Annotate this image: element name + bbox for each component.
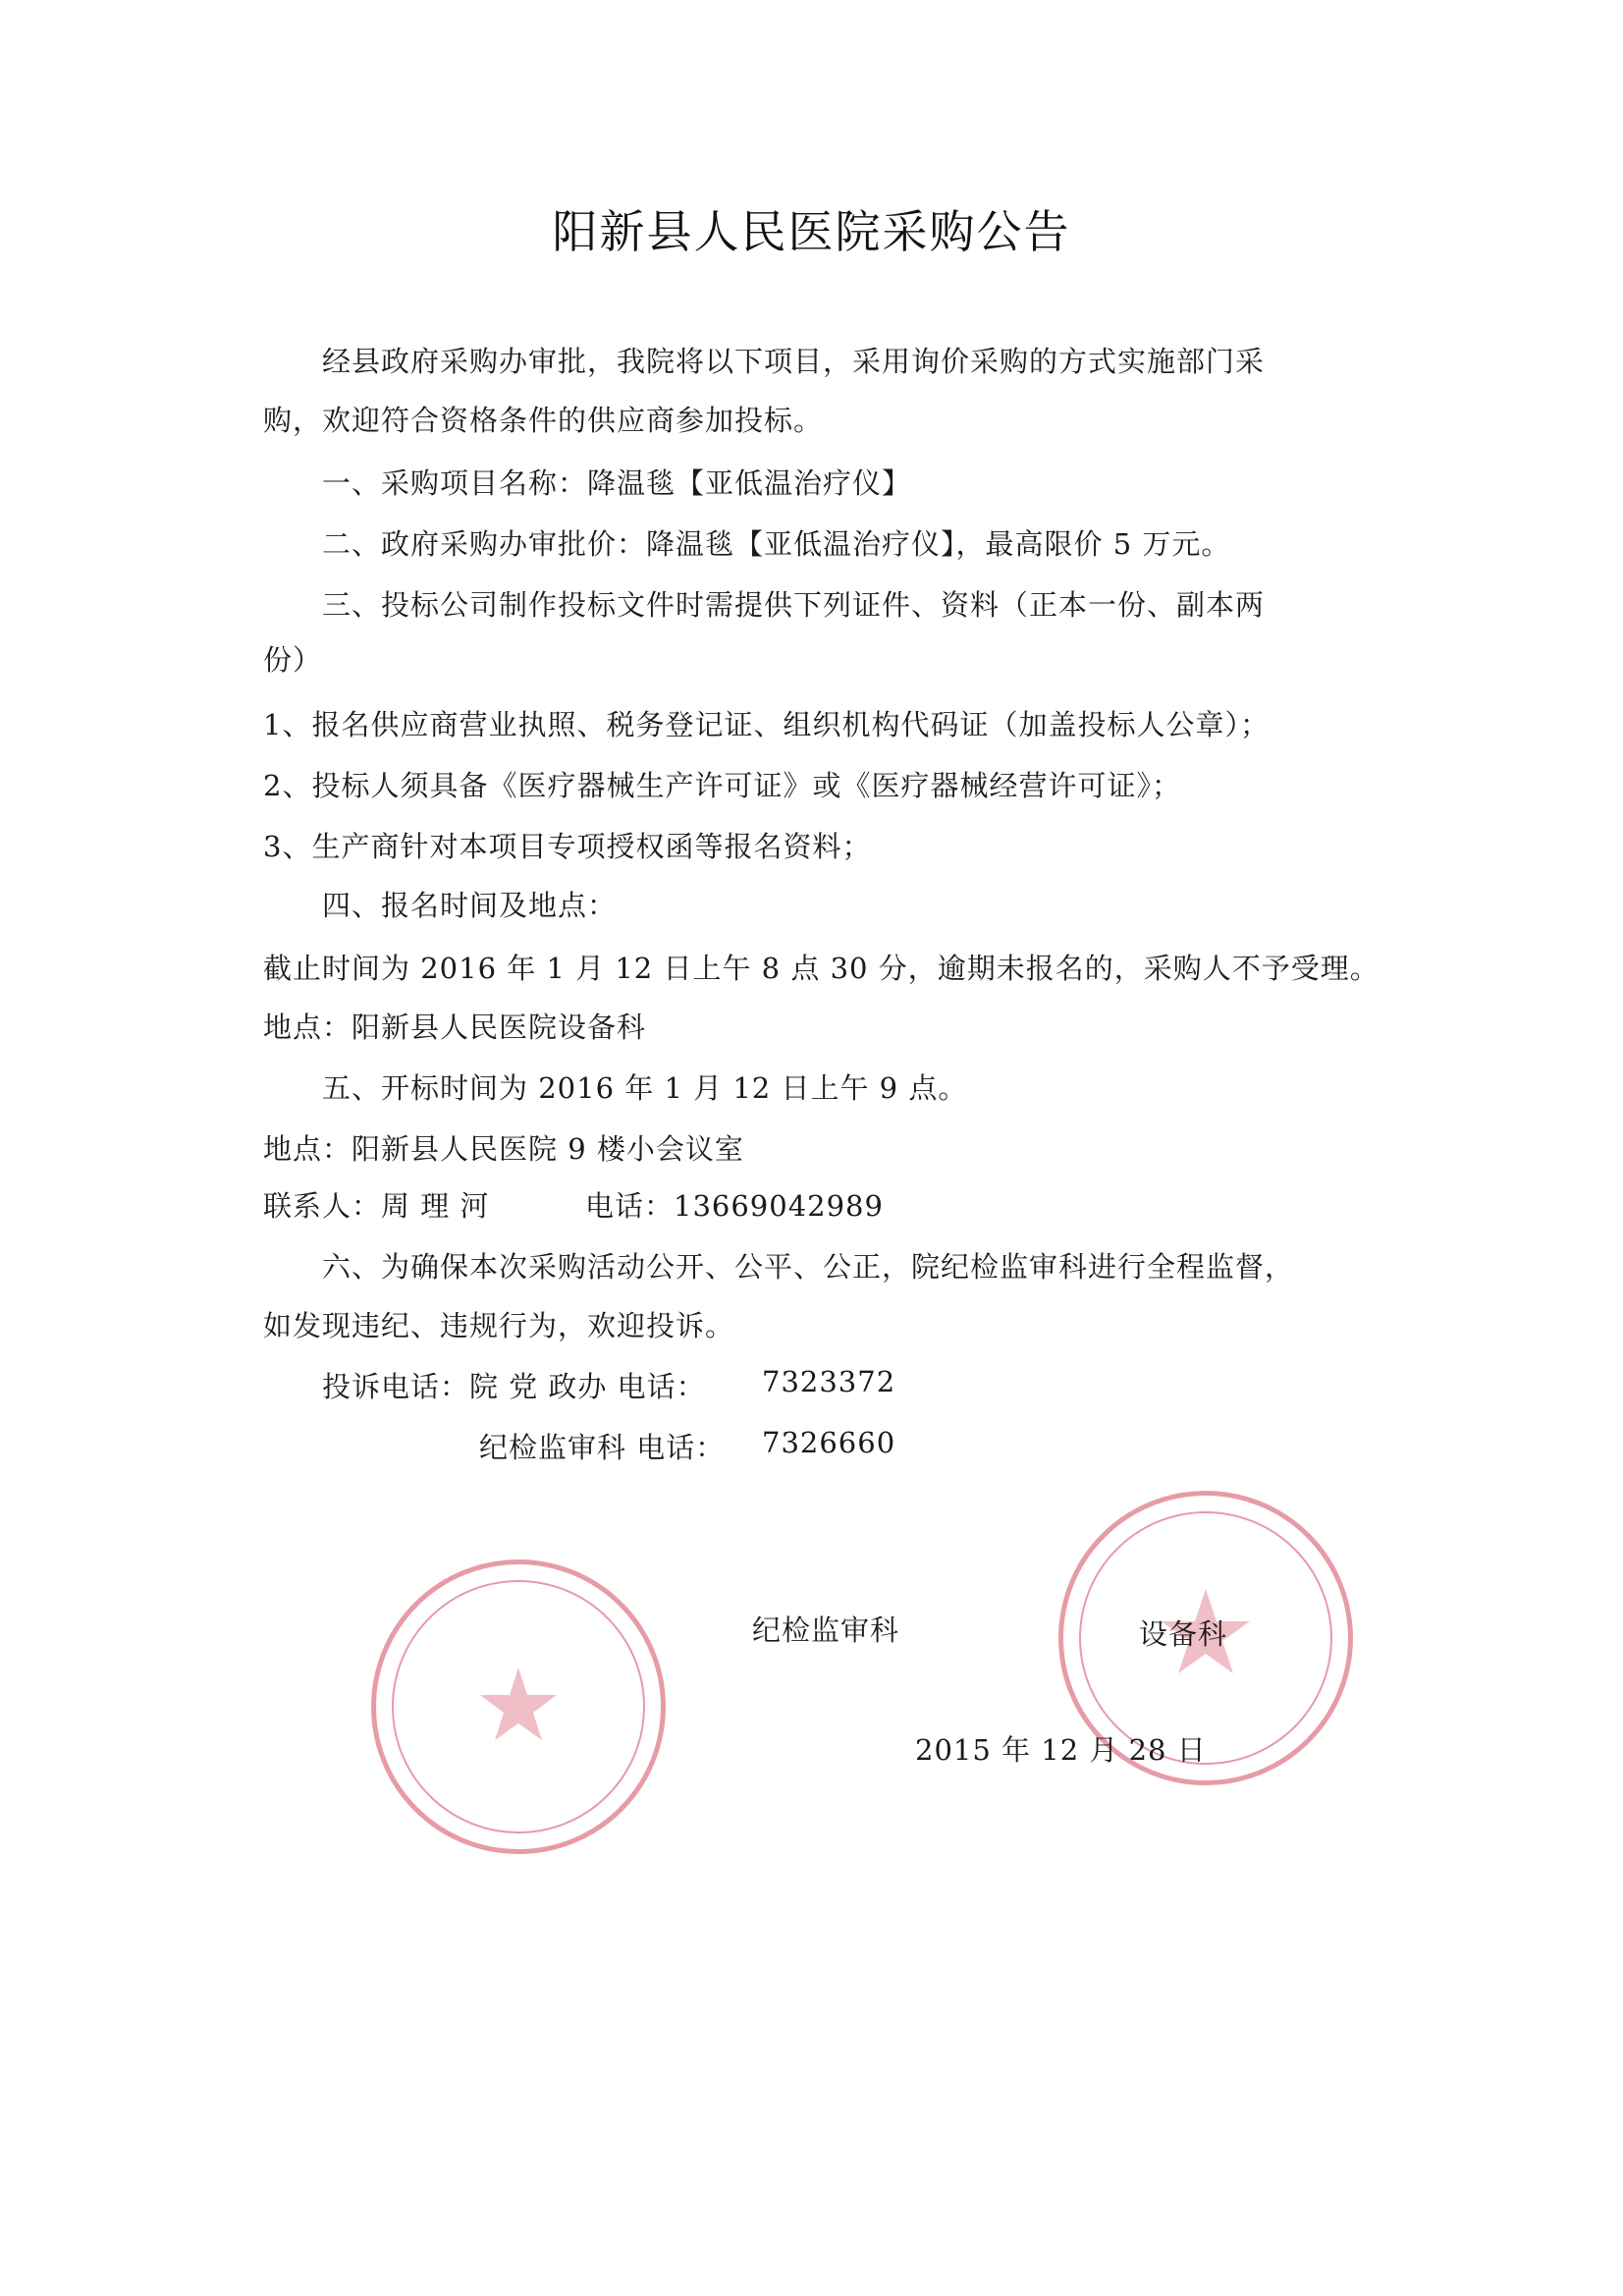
complaint-phone-1-label: 投诉电话：院 党 政办 电话： bbox=[322, 1370, 706, 1403]
item-6-line-1: 六、为确保本次采购活动公开、公平、公正，院纪检监审科进行全程监督， bbox=[322, 1250, 1295, 1284]
left-seal-star-icon bbox=[376, 1564, 661, 1849]
signature-right-department: 设备科 bbox=[1139, 1617, 1228, 1651]
item-2-approved-price: 二、政府采购办审批价：降温毯【亚低温治疗仪】，最高限价 5 万元。 bbox=[322, 527, 1231, 561]
complaint-phone-1-number: 7323372 bbox=[762, 1365, 896, 1398]
signature-left-department: 纪检监审科 bbox=[752, 1613, 900, 1647]
registration-location: 地点：阳新县人民医院设备科 bbox=[263, 1011, 647, 1044]
complaint-phone-2-number: 7326660 bbox=[762, 1426, 896, 1459]
left-seal-stamp bbox=[371, 1559, 666, 1854]
intro-line-2: 购，欢迎符合资格条件的供应商参加投标。 bbox=[263, 404, 824, 437]
intro-line-1: 经县政府采购办审批，我院将以下项目，采用询价采购的方式实施部门采 bbox=[322, 345, 1266, 378]
document-date: 2015 年 12 月 28 日 bbox=[915, 1733, 1207, 1767]
registration-deadline: 截止时间为 2016 年 1 月 12 日上午 8 点 30 分，逾期未报名的，采购人不予受理。 bbox=[263, 952, 1380, 985]
item-5-opening-time: 五、开标时间为 2016 年 1 月 12 日上午 9 点。 bbox=[322, 1071, 968, 1105]
item-4-registration: 四、报名时间及地点： bbox=[322, 889, 618, 922]
item-3-line-2: 份） bbox=[263, 643, 323, 677]
document-title: 阳新县人民医院采购公告 bbox=[552, 205, 1071, 258]
contact-phone: 电话：13669042989 bbox=[585, 1189, 884, 1223]
contact-person: 联系人：周 理 河 bbox=[263, 1189, 490, 1223]
item-6-line-2: 如发现违纪、违规行为，欢迎投诉。 bbox=[263, 1309, 735, 1342]
item-3-line-1: 三、投标公司制作投标文件时需提供下列证件、资料（正本一份、副本两 bbox=[322, 588, 1266, 622]
requirement-3: 3、生产商针对本项目专项授权函等报名资料； bbox=[263, 830, 872, 863]
item-1-project-name: 一、采购项目名称：降温毯【亚低温治疗仪】 bbox=[322, 466, 912, 500]
requirement-1: 1、报名供应商营业执照、税务登记证、组织机构代码证（加盖投标人公章）； bbox=[263, 708, 1270, 741]
requirement-2: 2、投标人须具备《医疗器械生产许可证》或《医疗器械经营许可证》； bbox=[263, 769, 1181, 802]
complaint-phone-2-label: 纪检监审科 电话： bbox=[479, 1431, 726, 1464]
opening-location: 地点：阳新县人民医院 9 楼小会议室 bbox=[263, 1132, 744, 1166]
